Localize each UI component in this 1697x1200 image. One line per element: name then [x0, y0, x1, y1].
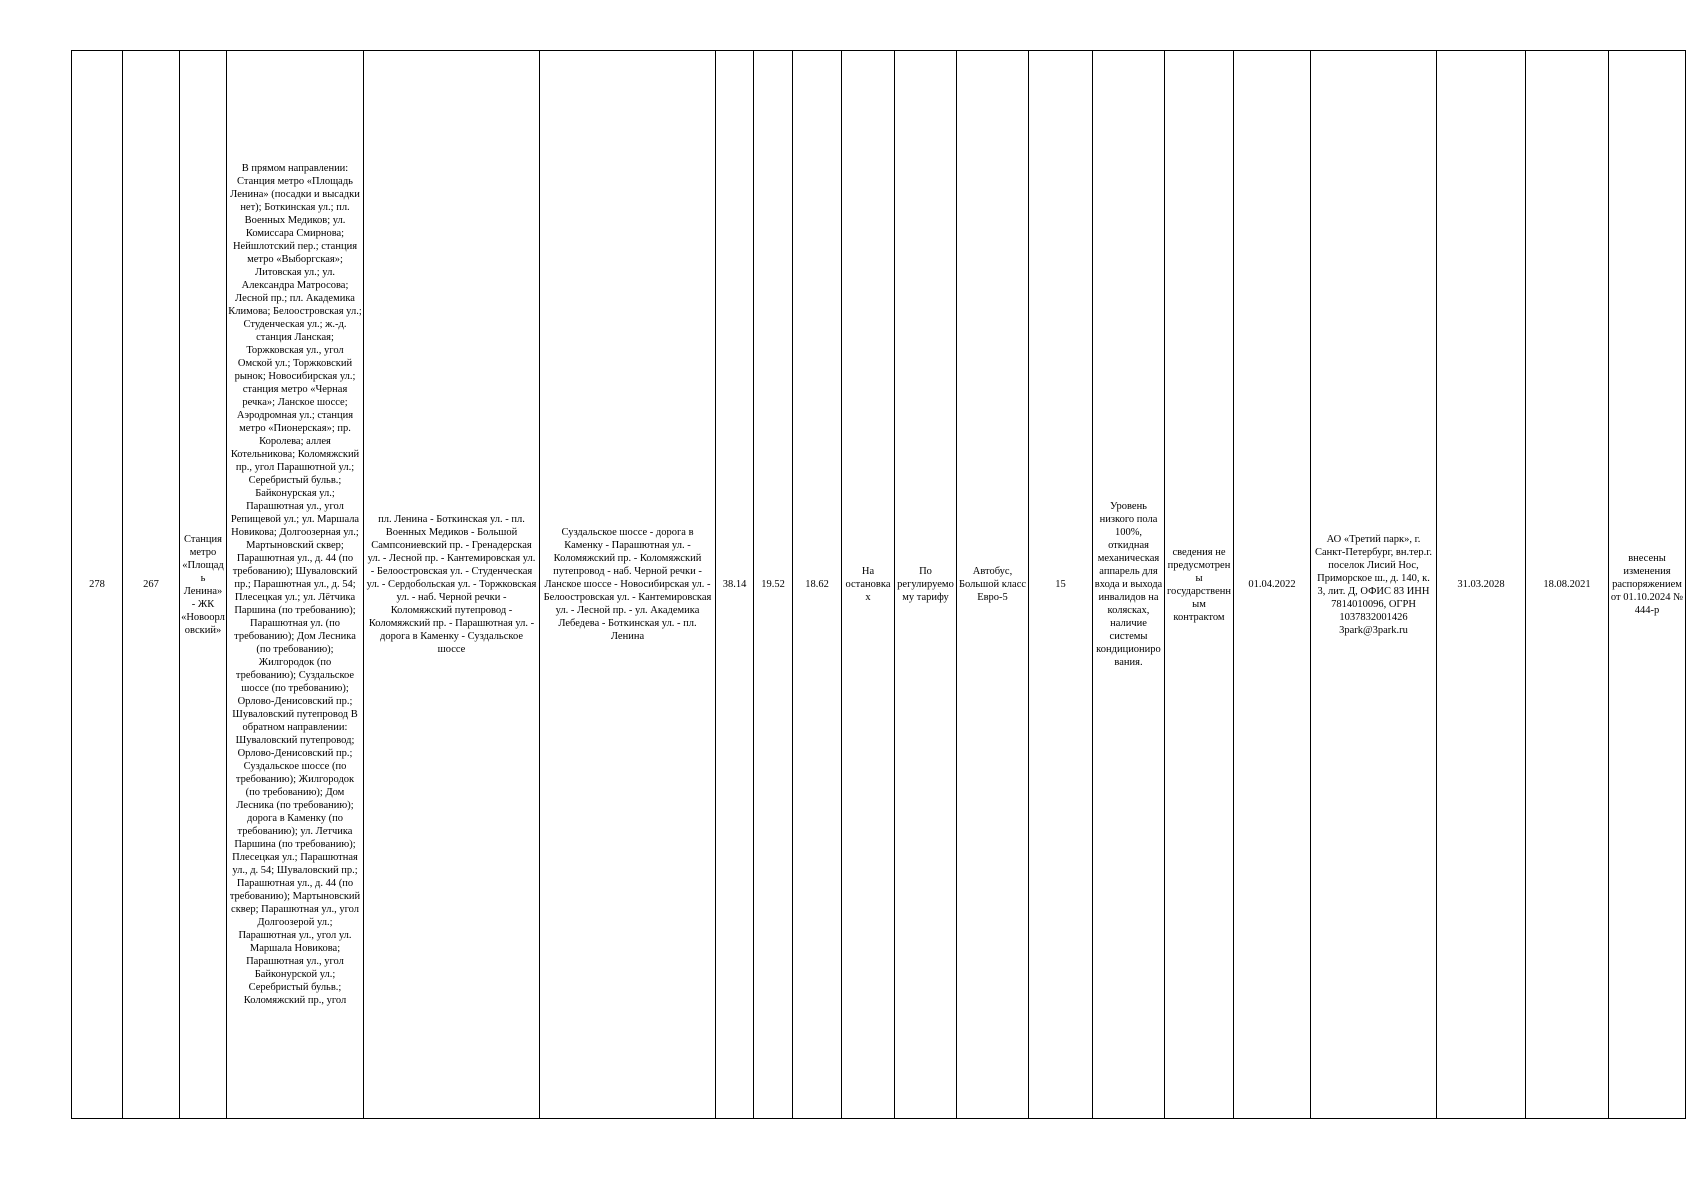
vehicle-count-cell: [1029, 51, 1093, 1119]
length-forward-cell: [716, 51, 754, 1119]
stop-order-cell: [842, 51, 895, 1119]
reg-number-cell: [72, 51, 123, 1119]
start-date-cell: [1234, 51, 1311, 1119]
streets-backward: Суздальское шоссе - дорога в Каменку - Парашютная ул. - Коломяжский пр. - Коломяжский путепровод - наб. Черной речки - Ланское шоссе - Новосибирская ул. - Белоостровская ул. - Кантемировская ул. - Лесной пр. - ул. Академика Лебедева - Боткинская ул. - пл. Ленина: [543, 527, 712, 642]
tariff: По регулируемому тарифу: [897, 566, 954, 603]
length-total: 18.62: [805, 579, 829, 590]
contract-date: 18.08.2021: [1543, 579, 1591, 590]
contract-info: сведения не предусмотрены государственным контрактом: [1167, 546, 1231, 623]
route-number-cell: [123, 51, 180, 1119]
vehicle-count: 15: [1055, 579, 1066, 590]
stops-list: В прямом направлении: Станция метро «Площадь Ленина» (посадки и высадки нет); Боткинская ул.; пл. Военных Медиков; ул. Комиссара Смирнова; Нейшлотский пер.; станция метро «Выборгская»; Литовская ул.; ул. Александра Матросова; Лесной пр.; пл. Академика Климова; Белоостровская ул.; Студенческая ул.; ж.-д. станция Ланская; Торжковская ул., угол Омской ул.; Торжковский рынок; Новосибирская ул.; станция метро «Черная речка»; Ланское шоссе; Аэродромная ул.; станция метро «Пионерская»; пр. Королева; аллея Котельникова; Коломяжский пр., угол Парашютной ул.; Серебристый бульв.; Байконурская ул.; Парашютная ул., угол Репищевой ул.; ул. Маршала Новикова; Долгоозерная ул.; Мартыновский сквер; Парашютная ул., д. 44 (по требованию); Шуваловский пр.; Парашютная ул., д. 54; Плесецкая ул.; ул. Лётчика Паршина (по требованию); Парашютная ул. (по требованию); Дом Лесника (по требованию); Жилгородок (по требованию); Суздальское шоссе (по требованию); Орлово-Денисовский пр.; Шуваловский путепровод В обратном направлении: Шуваловский путепровод; Орлово-Денисовский пр.; Суздальское шоссе (по требованию); Жилгородок (по требованию); Дом Лесника (по требованию); дорога в Каменку (по требованию); ул. Летчика Паршина (по требованию); Плесецкая ул.; Парашютная ул., д. 54; Шуваловский пр.; Парашютная ул., д. 44 (по требованию); Мартыновский сквер; Парашютная ул., угол Долгоозерой ул.; Парашютная ул., угол ул. Маршала Новикова; Парашютная ул., угол Байконурской ул.; Серебристый бульв.; Коломяжский пр., угол: [228, 163, 362, 1006]
stops-cell: [227, 51, 364, 1119]
streets-backward-cell: [540, 51, 716, 1119]
carrier-cell: [1311, 51, 1437, 1119]
vehicle: Автобус, Большой класс Евро-5: [958, 566, 1027, 603]
changes: внесены изменения распоряжением от 01.10.2024 № 444-р: [1610, 553, 1684, 616]
length-backward: 19.52: [761, 579, 785, 590]
characteristics: Уровень низкого пола 100%, откидная механическая аппарель для входа и выхода инвалидов на колясках, наличие системы кондиционирования.: [1094, 501, 1163, 668]
contract-date-cell: [1526, 51, 1609, 1119]
tariff-cell: [895, 51, 957, 1119]
streets-forward-cell: [364, 51, 540, 1119]
contract-info-cell: [1165, 51, 1234, 1119]
start-date: 01.04.2022: [1248, 579, 1296, 590]
vehicle-cell: [957, 51, 1029, 1119]
table-row: [72, 51, 1686, 1119]
carrier: АО «Третий парк», г. Санкт-Петербург, вн.тер.г. поселок Лисий Нос, Приморское ш., д. 140, к. 3, лит. Д, ОФИС 83 ИНН 7814010096, ОГРН 1037832001426 3park@3park.ru: [1315, 533, 1432, 636]
length-forward: 38.14: [722, 579, 747, 590]
route-name: Станция метро «Площадь Ленина» - ЖК «Новоорловский»: [181, 533, 225, 636]
route-number: 267: [143, 579, 159, 590]
streets-forward: пл. Ленина - Боткинская ул. - пл. Военных Медиков - Большой Сампсониевский пр. - Гренадерская ул. - Лесной пр. - Кантемировская ул. - Белоостровская ул. - Студенческая ул. - Сердобольская ул. - Торжковская ул. - наб. Черной речки - Коломяжский путепровод - Коломяжский пр. - Парашютная ул. - дорога в Каменку - Суздальское шоссе: [366, 514, 537, 655]
characteristics-cell: [1093, 51, 1165, 1119]
end-date: 31.03.2028: [1457, 579, 1505, 590]
route-register-table: [71, 50, 1686, 1119]
length-backward-cell: [754, 51, 793, 1119]
route-name-cell: [180, 51, 227, 1119]
end-date-cell: [1437, 51, 1526, 1119]
length-total-cell: [793, 51, 842, 1119]
stop-order: На остановках: [845, 566, 891, 603]
changes-cell: [1609, 51, 1686, 1119]
reg-number: 278: [89, 579, 105, 590]
